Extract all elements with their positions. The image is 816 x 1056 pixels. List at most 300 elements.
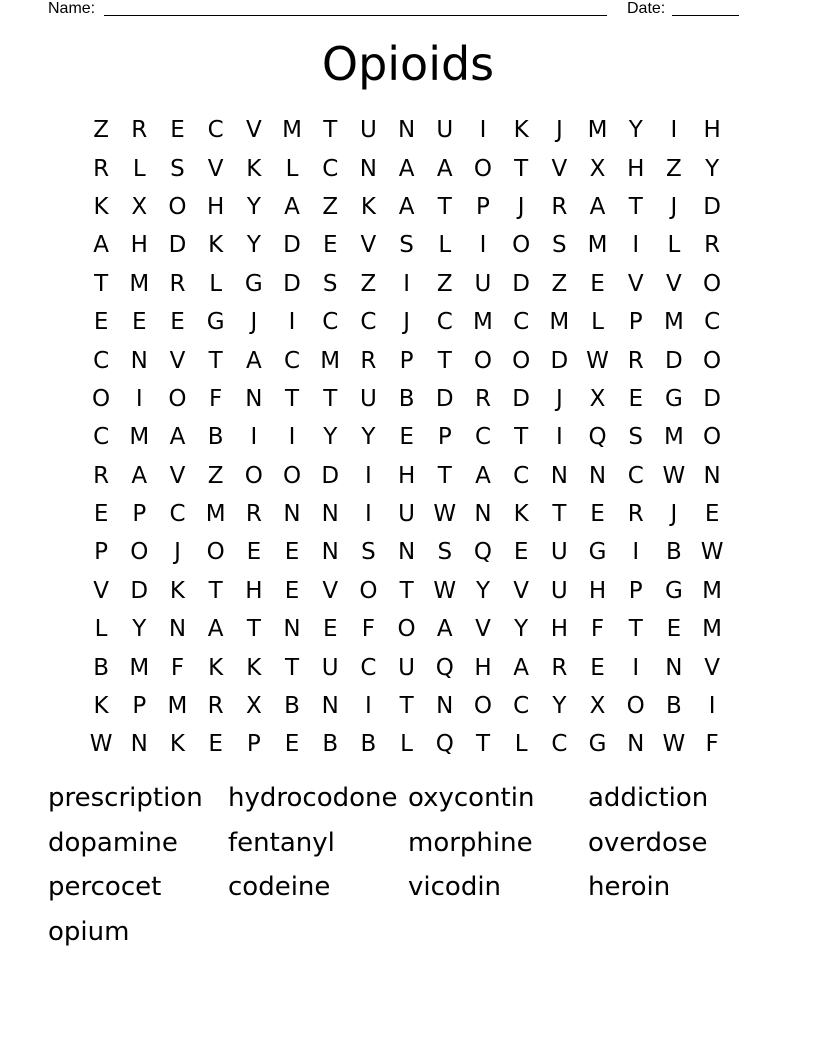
grid-letter: W: [662, 462, 686, 489]
grid-letter: O: [206, 539, 225, 566]
grid-letter: Z: [322, 193, 339, 220]
grid-letter: S: [170, 155, 185, 182]
grid-letter: I: [365, 462, 372, 489]
grid-letter: B: [398, 385, 415, 412]
grid-letter: R: [93, 462, 110, 489]
grid-letter: Y: [514, 616, 529, 643]
grid-letter: V: [322, 577, 339, 604]
grid-letter: I: [708, 693, 716, 720]
word-list-item: addiction: [588, 783, 709, 813]
grid-letter: R: [360, 347, 377, 374]
grid-letter: E: [322, 232, 338, 259]
grid-row: [82, 495, 731, 533]
grid-letter: Z: [207, 462, 224, 489]
grid-letter: E: [132, 309, 147, 336]
grid-letter: A: [436, 155, 453, 182]
grid-letter: D: [283, 270, 301, 297]
grid-letter: J: [174, 539, 181, 566]
grid-letter: P: [628, 309, 643, 336]
grid-letter: F: [209, 385, 223, 412]
name-blank-line: [104, 15, 607, 16]
grid-letter: T: [246, 616, 261, 643]
grid-letter: A: [398, 155, 415, 182]
grid-letter: C: [627, 462, 644, 489]
grid-letter: T: [285, 385, 300, 412]
grid-letter: U: [359, 385, 377, 412]
grid-letter: L: [400, 731, 413, 758]
grid-letter: W: [586, 347, 609, 374]
grid-letter: K: [169, 577, 186, 604]
grid-letter: A: [589, 193, 606, 220]
grid-letter: P: [437, 424, 452, 451]
grid-letter: L: [285, 155, 299, 182]
grid-letter: Y: [246, 193, 261, 220]
grid-letter: N: [703, 462, 721, 489]
grid-letter: I: [365, 501, 372, 528]
grid-letter: M: [129, 654, 150, 681]
grid-letter: E: [284, 539, 300, 566]
grid-letter: D: [130, 577, 149, 604]
grid-letter: L: [438, 232, 452, 259]
grid-letter: C: [474, 424, 491, 451]
grid-letter: N: [665, 654, 683, 681]
grid-letter: U: [398, 654, 416, 681]
grid-letter: C: [436, 309, 453, 336]
grid-letter: M: [205, 501, 226, 528]
grid-letter: R: [704, 232, 721, 259]
grid-letter: E: [590, 270, 605, 297]
grid-letter: O: [92, 385, 111, 412]
grid-letter: O: [130, 539, 149, 566]
grid-letter: C: [513, 462, 530, 489]
grid-letter: D: [512, 385, 531, 412]
grid-letter: Y: [132, 616, 147, 643]
grid-letter: T: [94, 270, 109, 297]
grid-letter: I: [288, 424, 296, 451]
grid-letter: B: [666, 693, 682, 720]
grid-letter: D: [321, 462, 340, 489]
grid-letter: D: [550, 347, 569, 374]
grid-letter: E: [246, 539, 262, 566]
grid-letter: O: [473, 347, 493, 374]
grid-letter: X: [589, 385, 606, 412]
grid-letter: Q: [473, 539, 493, 566]
grid-letter: E: [590, 501, 605, 528]
grid-letter: E: [513, 539, 529, 566]
grid-letter: U: [550, 577, 568, 604]
grid-letter: V: [169, 347, 186, 374]
grid-letter: U: [321, 654, 339, 681]
grid-letter: J: [555, 385, 563, 412]
grid-letter: T: [437, 347, 452, 374]
grid-row: [82, 188, 731, 226]
grid-letter: B: [93, 654, 109, 681]
grid-letter: G: [206, 309, 225, 336]
grid-letter: G: [244, 270, 263, 297]
grid-letter: Y: [323, 424, 338, 451]
grid-letter: N: [397, 539, 416, 566]
page-title: Opioids: [321, 37, 495, 91]
grid-letter: H: [397, 462, 416, 489]
grid-letter: W: [700, 539, 724, 566]
grid-letter: H: [550, 616, 568, 643]
word-list-item: overdose: [588, 827, 708, 858]
grid-letter: Y: [361, 424, 376, 451]
grid-row: [82, 533, 731, 571]
grid-letter: A: [169, 424, 186, 451]
grid-letter: E: [666, 616, 682, 643]
grid-letter: M: [587, 232, 608, 259]
grid-letter: T: [208, 577, 223, 604]
grid-letter: T: [475, 731, 490, 758]
grid-letter: F: [590, 616, 605, 643]
grid-letter: S: [399, 232, 414, 259]
word-list-item: fentanyl: [228, 827, 335, 858]
word-list-item: vicodin: [408, 872, 502, 903]
grid-letter: K: [169, 731, 186, 758]
grid-letter: M: [663, 424, 684, 451]
grid-letter: T: [552, 501, 567, 528]
grid-letter: T: [514, 424, 529, 451]
grid-letter: L: [209, 270, 223, 297]
grid-letter: O: [168, 193, 187, 220]
grid-letter: F: [705, 731, 719, 758]
grid-letter: Z: [666, 155, 682, 182]
grid-letter: K: [246, 654, 262, 681]
grid-letter: Y: [246, 232, 261, 259]
grid-letter: E: [284, 577, 300, 604]
grid-letter: C: [551, 731, 568, 758]
grid-letter: C: [513, 309, 530, 336]
grid-letter: J: [670, 501, 678, 528]
word-list-item: heroin: [588, 872, 671, 903]
grid-letter: C: [704, 309, 721, 336]
grid-letter: Z: [360, 270, 377, 297]
grid-letter: I: [135, 385, 143, 412]
grid-letter: M: [320, 347, 341, 374]
grid-letter: V: [666, 270, 682, 297]
grid-row: [82, 226, 731, 264]
grid-letter: V: [551, 155, 568, 182]
word-list-item: opium: [48, 917, 130, 948]
grid-letter: I: [632, 654, 640, 681]
grid-letter: D: [168, 232, 187, 259]
grid-letter: M: [473, 309, 493, 336]
grid-letter: O: [703, 424, 722, 451]
grid-letter: B: [666, 539, 682, 566]
grid-letter: J: [555, 117, 563, 144]
grid-letter: O: [473, 693, 493, 720]
grid-letter: N: [321, 693, 339, 720]
grid-letter: K: [360, 193, 376, 220]
grid-letter: C: [169, 501, 186, 528]
grid-letter: X: [589, 693, 606, 720]
grid-letter: R: [551, 193, 568, 220]
grid-letter: P: [246, 731, 261, 758]
grid-letter: C: [93, 424, 110, 451]
date-blank-line: [672, 15, 739, 16]
grid-letter: A: [245, 347, 262, 374]
grid-letter: H: [627, 155, 645, 182]
grid-letter: K: [513, 117, 529, 144]
grid-letter: U: [359, 117, 377, 144]
grid-row: [82, 610, 731, 648]
grid-letter: C: [360, 654, 377, 681]
grid-letter: V: [627, 270, 644, 297]
grid-letter: O: [244, 462, 263, 489]
grid-letter: O: [282, 462, 302, 489]
grid-letter: I: [632, 232, 640, 259]
grid-letter: P: [132, 501, 147, 528]
grid-letter: I: [479, 232, 487, 259]
grid-letter: A: [513, 654, 530, 681]
grid-row: [82, 380, 731, 418]
grid-letter: Q: [435, 654, 454, 681]
grid-letter: X: [245, 693, 262, 720]
grid-letter: V: [475, 616, 491, 643]
grid-letter: H: [474, 654, 492, 681]
grid-letter: C: [93, 347, 110, 374]
grid-letter: R: [207, 693, 224, 720]
grid-letter: K: [208, 232, 224, 259]
grid-letter: C: [284, 347, 301, 374]
grid-letter: R: [551, 654, 568, 681]
grid-letter: S: [628, 424, 644, 451]
grid-letter: C: [360, 309, 377, 336]
grid-letter: N: [130, 731, 148, 758]
grid-letter: L: [591, 309, 604, 336]
grid-letter: Z: [93, 117, 109, 144]
grid-letter: P: [132, 693, 147, 720]
grid-letter: Q: [588, 424, 607, 451]
word-list: [48, 776, 768, 955]
grid-letter: E: [170, 117, 185, 144]
word-list-item: codeine: [228, 872, 331, 903]
grid-letter: H: [245, 577, 263, 604]
grid-letter: N: [436, 693, 454, 720]
grid-letter: A: [475, 462, 491, 489]
grid-letter: D: [665, 347, 683, 374]
grid-letter: J: [670, 193, 678, 220]
grid-letter: M: [663, 309, 684, 336]
grid-letter: E: [399, 424, 414, 451]
grid-letter: T: [323, 117, 338, 144]
grid-letter: L: [667, 232, 681, 259]
grid-letter: C: [207, 117, 224, 144]
grid-letter: I: [670, 117, 678, 144]
word-list-item: dopamine: [48, 827, 178, 858]
grid-letter: R: [93, 155, 110, 182]
grid-letter: N: [321, 539, 339, 566]
grid-letter: T: [437, 462, 452, 489]
grid-letter: I: [479, 117, 487, 144]
grid-letter: U: [474, 270, 492, 297]
grid-letter: U: [550, 539, 568, 566]
grid-letter: L: [94, 616, 108, 643]
grid-row: [82, 572, 731, 610]
grid-letter: N: [588, 462, 607, 489]
grid-letter: A: [284, 193, 300, 220]
grid-letter: N: [130, 347, 148, 374]
grid-letter: U: [436, 117, 454, 144]
grid-letter: K: [93, 693, 109, 720]
grid-letter: P: [476, 193, 490, 220]
grid-row: [82, 687, 731, 725]
grid-row: [82, 648, 731, 686]
grid-letter: X: [589, 155, 606, 182]
grid-letter: O: [397, 616, 416, 643]
grid-letter: Q: [435, 731, 454, 758]
grid-letter: N: [283, 501, 301, 528]
grid-letter: R: [627, 501, 644, 528]
grid-letter: N: [321, 501, 339, 528]
grid-letter: K: [513, 501, 529, 528]
grid-letter: K: [208, 654, 224, 681]
grid-letter: R: [627, 347, 644, 374]
grid-letter: D: [703, 193, 721, 220]
grid-row: [82, 149, 731, 187]
grid-row: [82, 457, 731, 495]
grid-letter: I: [555, 424, 563, 451]
grid-letter: Y: [475, 577, 490, 604]
grid-letter: N: [627, 731, 645, 758]
grid-letter: N: [474, 501, 492, 528]
grid-letter: C: [322, 309, 339, 336]
grid-letter: J: [403, 309, 410, 336]
grid-letter: P: [94, 539, 109, 566]
grid-letter: H: [703, 117, 721, 144]
grid-letter: G: [588, 539, 607, 566]
grid-letter: C: [513, 693, 530, 720]
grid-letter: I: [365, 693, 372, 720]
word-list-item: percocet: [48, 872, 162, 903]
grid-letter: E: [284, 731, 300, 758]
grid-letter: N: [397, 117, 416, 144]
grid-letter: O: [473, 155, 493, 182]
grid-letter: T: [628, 616, 643, 643]
grid-letter: O: [359, 577, 378, 604]
grid-letter: Y: [705, 155, 720, 182]
grid-letter: Z: [551, 270, 568, 297]
grid-letter: H: [207, 193, 225, 220]
grid-letter: F: [170, 654, 185, 681]
grid-letter: G: [664, 385, 683, 412]
grid-letter: R: [131, 117, 148, 144]
grid-letter: N: [245, 385, 263, 412]
grid-letter: D: [283, 232, 301, 259]
grid-letter: V: [93, 577, 109, 604]
grid-letter: T: [285, 654, 300, 681]
grid-letter: G: [588, 731, 607, 758]
grid-letter: B: [207, 424, 224, 451]
grid-letter: Z: [436, 270, 453, 297]
grid-letter: S: [552, 232, 567, 259]
grid-letter: B: [360, 731, 377, 758]
grid-letter: Y: [628, 117, 643, 144]
word-list-item: oxycontin: [408, 783, 535, 813]
grid-letter: Y: [552, 693, 567, 720]
grid-letter: O: [168, 385, 187, 412]
grid-letter: W: [433, 577, 457, 604]
grid-letter: O: [512, 232, 531, 259]
grid-letter: W: [433, 501, 457, 528]
grid-letter: A: [131, 462, 148, 489]
grid-letter: R: [169, 270, 186, 297]
grid-letter: T: [399, 693, 414, 720]
grid-letter: V: [245, 117, 262, 144]
grid-letter: T: [514, 155, 529, 182]
grid-letter: W: [662, 731, 686, 758]
grid-letter: E: [93, 309, 109, 336]
grid-letter: M: [549, 309, 570, 336]
grid-row: [82, 265, 731, 303]
grid-letter: N: [283, 616, 301, 643]
grid-letter: T: [323, 385, 338, 412]
grid-letter: A: [436, 616, 453, 643]
header: [48, 0, 748, 18]
name-label: Name:: [48, 0, 96, 17]
grid-letter: L: [132, 155, 146, 182]
grid-row: [82, 111, 731, 149]
grid-letter: S: [437, 539, 453, 566]
grid-letter: K: [246, 155, 262, 182]
word-list-item: morphine: [408, 827, 533, 858]
grid-letter: K: [93, 193, 109, 220]
grid-letter: N: [359, 155, 378, 182]
grid-letter: E: [590, 654, 605, 681]
grid-letter: V: [207, 155, 224, 182]
grid-letter: D: [435, 385, 454, 412]
grid-letter: L: [514, 731, 528, 758]
grid-letter: A: [93, 232, 109, 259]
grid-letter: P: [399, 347, 414, 374]
grid-letter: M: [702, 577, 723, 604]
word-list-item: prescription: [48, 783, 203, 813]
grid-letter: R: [474, 385, 491, 412]
grid-letter: R: [245, 501, 262, 528]
grid-letter: E: [93, 501, 109, 528]
grid-letter: T: [437, 193, 452, 220]
grid-letter: D: [703, 385, 721, 412]
grid-row: [82, 341, 731, 379]
grid-letter: E: [208, 731, 223, 758]
grid-letter: B: [284, 693, 300, 720]
grid-letter: D: [512, 270, 531, 297]
grid-letter: E: [322, 616, 338, 643]
grid-letter: V: [360, 232, 377, 259]
grid-letter: S: [322, 270, 338, 297]
grid-letter: J: [250, 309, 258, 336]
grid-letter: M: [587, 117, 608, 144]
grid-letter: T: [399, 577, 414, 604]
grid-letter: O: [703, 270, 722, 297]
grid-letter: A: [398, 193, 415, 220]
grid-letter: M: [129, 270, 150, 297]
grid-letter: M: [702, 616, 723, 643]
grid-letter: V: [169, 462, 186, 489]
grid-letter: T: [208, 347, 223, 374]
grid-letter: O: [626, 693, 645, 720]
grid-letter: N: [550, 462, 568, 489]
grid-letter: U: [398, 501, 416, 528]
word-list-item: hydrocodone: [228, 783, 398, 813]
grid-letter: B: [322, 731, 339, 758]
grid-letter: O: [512, 347, 531, 374]
grid-letter: V: [513, 577, 530, 604]
grid-row: [82, 418, 731, 456]
grid-letter: H: [130, 232, 148, 259]
grid-row: [82, 725, 731, 763]
